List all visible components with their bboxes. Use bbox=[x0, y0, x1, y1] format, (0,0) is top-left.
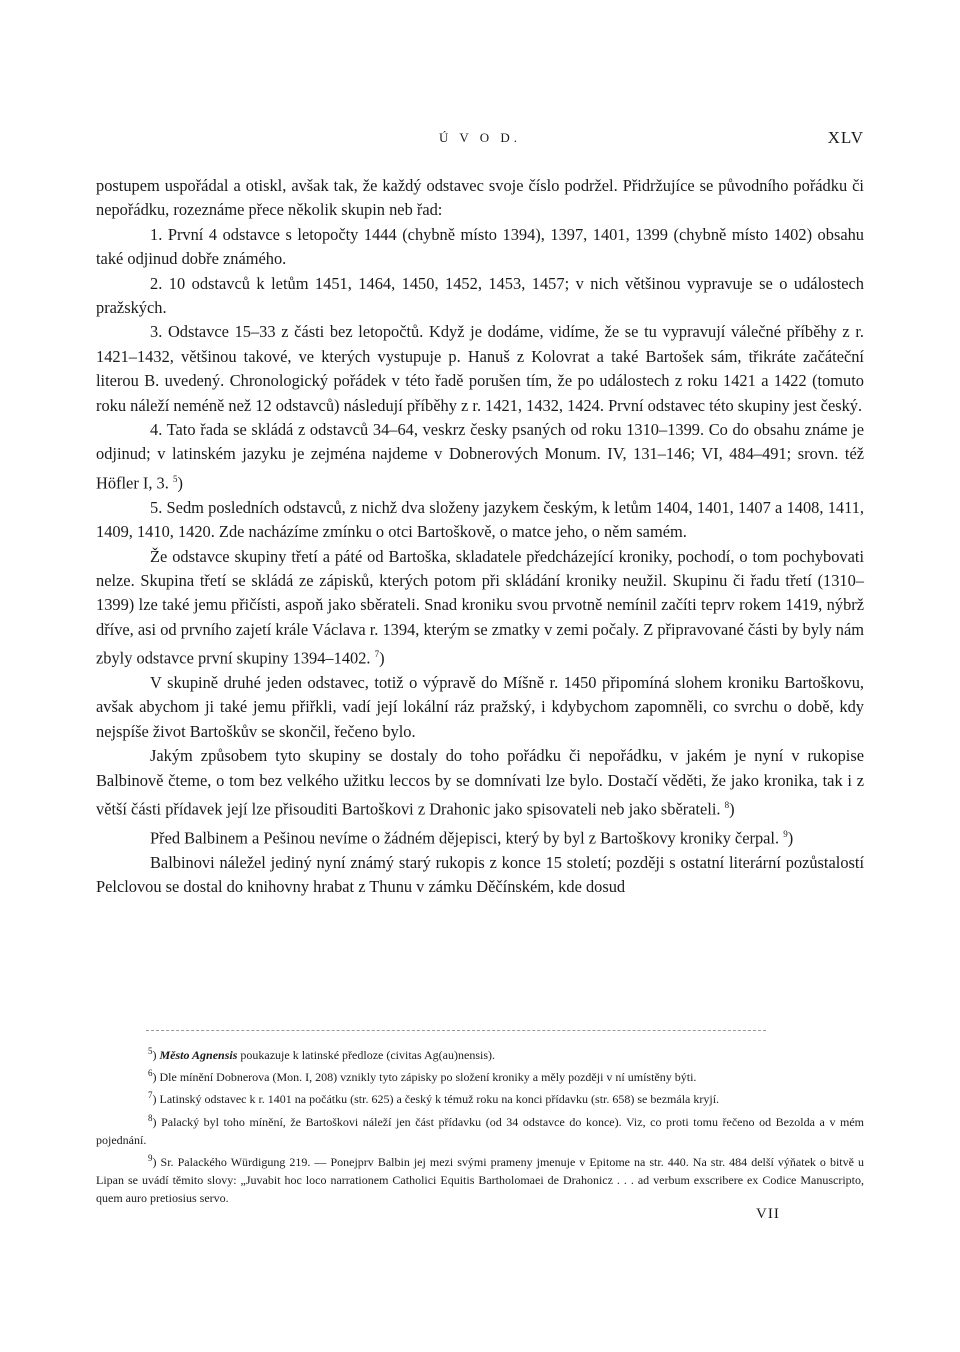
paragraph: 3. Odstavce 15–33 z části bez letopočtů. Když je dodáme, vidíme, že se tu vypravují válečné příběhy z r. 1421–1432, většinou takové, ve kterých vystupuje p. Hanuš z Kolovrat a také Bartošek sám, třikráte začáteční literou B. uvedený. Chronologický pořádek v této řadě porušen tím, že po událostech z roku 1421 a 1422 (tomuto roku náleží neméně než 12 odstavců) následují příběhy z r. 1421, 1432, 1424. První odstavec této skupiny jest český. bbox=[96, 322, 864, 415]
footnote-ref: 9 bbox=[783, 828, 788, 839]
footnote-number: 7 bbox=[148, 1090, 153, 1101]
signature-mark: VII bbox=[756, 1206, 780, 1222]
footnote-ref: 7 bbox=[374, 649, 380, 660]
paragraph: Balbinovi náležel jediný nyní známý starý rukopis z konce 15 století; později s ostatní literární pozůstalostí Pelclovou se dostal do knihovny hrabat z Thunu v zámku Děčínském, kde dosud bbox=[96, 852, 864, 897]
running-title: Ú V O D. bbox=[438, 130, 522, 145]
body-text bbox=[96, 174, 864, 900]
paragraph: 5. Sedm posledních odstavců, z nichž dva složeny jazykem českým, k letům 1404, 1401, 1407 a 1408, 1411, 1409, 1410, 1420. Zde nacházíme zmínku o otci Bartoškově, o matce jeho, o něm samém. bbox=[96, 497, 864, 542]
footnote-number: 5 bbox=[148, 1046, 153, 1056]
footnote: $^7$) Latinský odstavec k r. 1401 na počátku (str. 625) a český k témuž roku na konci přídavku (str. 658) se bezmála kryjí. bbox=[148, 1090, 720, 1107]
footnote-number: 9 bbox=[148, 1153, 153, 1164]
footnote: $^5$) Město Agnensis poukazuje k latinské předloze (civitas Ag(au)nensis). bbox=[148, 1046, 495, 1062]
footnote-ref: 5 bbox=[172, 473, 178, 484]
footnote: $^8$) Palacký byl toho mínění, že Bartoškovi náleží jen část přídavku (od 34 odstavce do konce). Viz, co proti tomu řečeno od Bezolda a v mém pojednání. bbox=[96, 1112, 865, 1147]
paragraph-text: 4. Tato řada se skládá z odstavců 34–64, veskrz česky psaných od roku 1310–1399. Co do obsahu známe je odjinud; v latinském jazyku je zejména najdeme v Dobnerových Monum. IV, 131–146; VI, 484–491; srovn. též Höfler I, 3. bbox=[96, 420, 864, 493]
page-header bbox=[96, 128, 864, 152]
paragraph: postupem uspořádal a otiskl, avšak tak, že každý odstavec svoje číslo podržel. Přidržujíce se původního pořádku či nepořádku, rozeznáme přece několik skupin neb řad: bbox=[96, 176, 864, 220]
footnote-number: 8 bbox=[148, 1112, 153, 1123]
paragraph-text: Před Balbinem a Pešinou nevíme o žádném dějepisci, který by byl z Bartoškovy kroniky čerpal. bbox=[150, 828, 780, 848]
footnotes bbox=[96, 1042, 864, 1208]
footnote: $^9$) Sr. Palackého Würdigung 219. — Ponejprv Balbin jej mezi svými prameny jmenuje v Epitome na str. 440. Na str. 484 delší výňatek o bitvě u Lipan se uvádí těmito slovy: „Juvabit hoc loco narrationem Catholici Equitis Bartholomaei de Drahonicz . . . ad verbum exscribere ex Codice Manuscripto, quem auro pretiosius servo. bbox=[96, 1153, 864, 1206]
paragraph: Že odstavce skupiny třetí a páté od Bartoška, skladatele předcházející kroniky, pochodí, o tom pochybovati nelze. Skupina třetí se skládá ze zápisků, kterých potom při skládání kroniky neužil. Skupinu či řadu třetí (1310–1399) lze také jemu přičísti, aspoň jako sběrateli. Snad kroniku svou prvotně nemínil začíti teprv rokem 1419, nýbrž dříve, asi od prvního zajetí krále Václava r. 1394, kterým se zmatky v zemi počaly. Z připravované části by byly nám zbyly odstavce první skupiny 1394–1402. $^7$) bbox=[96, 546, 864, 668]
paragraph: 4. Tato řada se skládá z odstavců 34–64, veskrz česky psaných od roku 1310–1399. Co do obsahu známe je odjinud; v latinském jazyku je zejména najdeme v Dobnerových Monum. IV, 131–146; VI, 484–491; srovn. též Höfler I, 3. $^5$) bbox=[96, 420, 864, 493]
footnote: $^6$) Dle mínění Dobnerova (Mon. I, 208) vznikly tyto zápisky po složení kroniky a měly později v ní umístěny býti. bbox=[148, 1068, 697, 1085]
footnote-number: 6 bbox=[148, 1068, 153, 1079]
footnote-text: Palacký byl toho mínění, že Bartoškovi náleží jen část přídavku (od 34 odstavce do konce). Viz, co proti tomu řečeno od Bezolda a v mém pojednání. bbox=[96, 1114, 865, 1147]
footnote-text: Sr. Palackého Würdigung 219. — Ponejprv Balbin jej mezi svými prameny jmenuje v Epitome na str. 440. Na str. 484 delší výňatek o bitvě u Lipan se uvádí těmito slovy: „Juvabit hoc loco narrationem Catholici Equitis Bartholomaei de Drahonicz . . . ad verbum exscribere ex Codice Manuscripto, quem auro pretiosius servo. bbox=[96, 1155, 864, 1206]
paragraph: 1. První 4 odstavce s letopočty 1444 (chybně místo 1394), 1397, 1401, 1399 (chybně místo 1402) obsahu také odjinud dobře známého. bbox=[96, 224, 864, 269]
paragraph-text: Jakým způsobem tyto skupiny se dostaly do toho pořádku či nepořádku, v jakém je nyní v rukopise Balbinově čteme, o tom bez velkého užitku leccos by se domnívati lze bylo. Dostačí věděti, že jako kronika, tak i z větší části přídavek její lze přisouditi Bartoškovi z Drahonic jako spisovateli neb jako sběrateli. bbox=[96, 746, 864, 819]
footnote-text: poukazuje k latinské předloze (civitas Ag(au)nensis). bbox=[237, 1048, 495, 1062]
footnote-text: Dle mínění Dobnerova (Mon. I, 208) vznikly tyto zápisky po složení kroniky a měly později v ní umístěny býti. bbox=[159, 1070, 697, 1085]
paragraph-text: Že odstavce skupiny třetí a páté od Bartoška, skladatele předcházející kroniky, pochodí, o tom pochybovati nelze. Skupina třetí se skládá ze zápisků, kterých potom při skládání kroniky neužil. Skupinu či řadu třetí (1310–1399) lze také jemu přičísti, aspoň jako sběrateli. Snad kroniku svou prvotně nemínil začíti teprv rokem 1419, nýbrž dříve, asi od prvního zajetí krále Václava r. 1394, kterým se zmatky v zemi počaly. Z připravované části by byly nám zbyly odstavce první skupiny 1394–1402. bbox=[96, 546, 864, 668]
paragraph: Jakým způsobem tyto skupiny se dostaly do toho pořádku či nepořádku, v jakém je nyní v rukopise Balbinově čteme, o tom bez velkého užitku leccos by se domnívati lze bylo. Dostačí věděti, že jako kronika, tak i z větší části přídavek její lze přisouditi Bartoškovi z Drahonic jako spisovateli neb jako sběrateli. $^8$) bbox=[96, 746, 864, 819]
paragraph: 2. 10 odstavců k letům 1451, 1464, 1450, 1452, 1453, 1457; v nich většinou vypravuje se o událostech pražských. bbox=[96, 273, 864, 318]
page-number: XLV bbox=[827, 128, 864, 147]
footnote-lead: Město Agnensis bbox=[159, 1048, 238, 1062]
footnote-ref: 8 bbox=[724, 800, 730, 811]
paragraph: Před Balbinem a Pešinou nevíme o žádném dějepisci, který by byl z Bartoškovy kroniky čerpal. $^9$) bbox=[150, 828, 794, 848]
paragraph: V skupině druhé jeden odstavec, totiž o výpravě do Míšně r. 1450 připomíná slohem kroniku Bartoškovu, avšak abychom ji také jemu přiřkli, vadí její lokální ráz pražský, i kdybychom zapomněli, co svrchu o době, kdy nejspíše život Bartoškův se skončil, řečeno bylo. bbox=[96, 673, 864, 741]
footnote-divider bbox=[146, 1030, 766, 1031]
footnote-text: Latinský odstavec k r. 1401 na počátku (str. 625) a český k témuž roku na konci přídavku (str. 658) se bezmála kryjí. bbox=[159, 1092, 720, 1107]
